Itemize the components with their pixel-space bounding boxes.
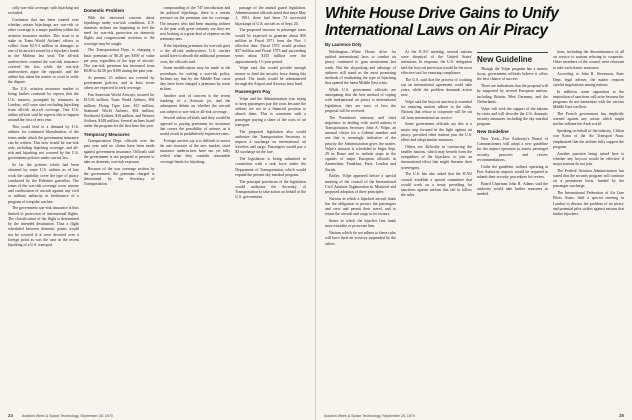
body-paragraph: Another question being raised here is whether any boycott would be effective if major nations do not join. bbox=[553, 151, 624, 167]
left-column-1 bbox=[8, 6, 79, 406]
body-paragraph: While U.S. government officials are anticipating that the best method of coping with international air piracy is international legislation, they are wary of how the proposal will be received. bbox=[325, 88, 396, 113]
section-subhead: Temporary Measures bbox=[83, 131, 130, 137]
body-paragraph: States in which the hijacker first lands must extradite or prosecute him. bbox=[325, 219, 396, 229]
body-paragraph: Nations which do not adhere to these rules will have their air services suspended by the others. bbox=[325, 231, 396, 246]
body-paragraph: The French government has implicitly warned against any action which might further inflame the Arab world. bbox=[553, 112, 624, 127]
body-paragraph: cally war-risk coverage, with hijacking not excluded. bbox=[8, 6, 79, 16]
right-column-3-body bbox=[477, 67, 548, 197]
right-columns bbox=[325, 50, 624, 402]
sidebar-box bbox=[477, 52, 548, 65]
body-paragraph: The government war-risk insurance is thus limited to protection of international flights. The classification of the flight is determined by the intended destination. Thus a flight scheduled between domestic points would not be covered if it were diverted over a foreign point as was the case in the recent hijacking of a U.S. transport. bbox=[8, 206, 79, 247]
body-paragraph: This could lead to a demand by U.S. airlines for continued liberalization of the terms under which the government insurance can be written. This now would be war-risk only, including hijacking coverage, and all-risk and hijacking not covered by the U.S. government policies under current law. bbox=[8, 125, 79, 161]
body-paragraph: Board Chairman John R. Adams said the authority would take further measures as needed. bbox=[477, 181, 548, 197]
body-paragraph: The principal provisions of the legislation would authorize the Secretary of Transportation to take action on behalf of the U.S. government. bbox=[235, 179, 306, 200]
page-number: 24 bbox=[8, 413, 13, 418]
right-column-1 bbox=[325, 50, 396, 402]
body-paragraph: With the increased concern about hijackings under war-risk conditions, U.S. domestic airlines are beginning to feel the need for war-risk protection on domestic flights and congressional revisions to the coverage may be sought. bbox=[83, 15, 155, 46]
section-subhead: New Guideline bbox=[477, 129, 509, 135]
body-paragraph: Others see difficulty in convincing the smaller nations, which may benefit from the sympathies of the hijackers, to join an international effort that might threaten their sovereignty. bbox=[401, 144, 472, 170]
body-paragraph: At present, 23 airlines are covered by government policies, and at least seven others are expected to seek coverage. bbox=[83, 76, 155, 91]
body-paragraph: The proposed increase in passenger taxes would be expected to generate about $56 million in Fiscal 1971 from the Nov. 1 effective date. Fiscal 1972 would produce $57 million and Fiscal 1973 and succeeding years about $155 million over the approximately 1½ year period. bbox=[235, 28, 306, 64]
body-paragraph: New York—Port Authority's Board of Commissioners will adopt a new guideline for the airport operators to assess passenger security practices and review recommendations. bbox=[477, 137, 548, 162]
body-paragraph: The proposed legislation also would authorize the Transportation Secretary to impose a surcharge on international air travelers and cargo. Passengers would pay a $3 surcharge on the fare. bbox=[235, 129, 306, 155]
body-paragraph: There are indications that the proposal will be supported by several European nations, including Britain, West Germany, and the Netherlands. bbox=[477, 84, 548, 104]
body-paragraph: Transportation Dept. officials over the past year said no claims have been made against government insurance. Officials said the government is not prepared at present to take on domestic war-risk exposure. bbox=[83, 139, 155, 165]
body-paragraph: Washington—White House drive for unified international laws to combat air piracy continued to gain momentum last week. But the skyjacking and sabotage of airliners still stand as the most promising methods of eradicating the type of hijacking that opened the latest Middle East crisis. bbox=[325, 50, 396, 86]
body-paragraph: compounding of the 747 introduction and the political hijackings, there is a certain pressure on the premium rate for coverage. The insurers who had been insuring airlines in the past with great certainty say they are now looking at a great deal of expense on the premium rates. bbox=[159, 6, 231, 42]
body-paragraph: Several airline officials said they would be opposed to paying premiums for insurance that covers the possibility of seizure, as it would result in prohibitively expensive rates. bbox=[159, 116, 231, 137]
left-column-4 bbox=[235, 6, 306, 406]
body-paragraph: Another area of concern is the recent bombing of a Swissair jet, and the subsequent debate on whether the aircraft was subject to war-risk or all-risk coverage. bbox=[159, 94, 231, 114]
body-paragraph: Volpe said the boycott sanction is essential for ensuring nations adhere to the rules. Nations that refuse to cooperate will be cut off from international air service. bbox=[401, 100, 472, 120]
body-paragraph: Nations in which a hijacked aircraft lands has the obligation to protect the passengers and crew and permit their travel, and to return the aircraft and cargo to its owners. bbox=[325, 196, 396, 217]
body-paragraph: Some modifications may be made to the procedures for writing a war-risk policy. Airlines say that by the Middle East crisis they have been charged a premium by some airlines. bbox=[159, 66, 231, 92]
article-headline: White House Drive Gains to Unify International Laws on Air Piracy bbox=[325, 5, 559, 39]
body-paragraph: The U.S. aviation insurance market is being further confused by reports that the U.S. insurers, prompted by reinsurers in London, will soon start excluding hijacking from all-risk aircraft coverage. One U.S. airline official said he expects this to happen around the first of next year. bbox=[8, 87, 79, 123]
body-paragraph: Volpe and the Administration was trying to keep passengers pay the costs because the airlines are not in a financial position to absorb them. This is consistent with a passenger paying a share of the costs of air transport. bbox=[235, 96, 306, 127]
body-paragraph: The Federal Aviation Administration has stated that the security program will continue on a permanent basis, funded by the passenger surcharge. bbox=[553, 168, 624, 189]
body-paragraph: Confusion that has been created over whether certain hijackings are war-risk or other coverage is a major problem within the aviation insurance market. This issue is at stake in Trans World Airlines' efforts to collect from $2.5-3 million in damages to one of its aircraft seized by a hijacker's bomb in the Mideast last year. The all-risk underwriters contend the war-risk insurance covered the loss while the war-risk underwriters argue the opposite, and the airline has taken the matter to court to settle the dispute. bbox=[8, 18, 79, 85]
section-subhead: Domestic Problem bbox=[83, 8, 125, 13]
left-columns bbox=[8, 6, 306, 406]
body-paragraph: Earlier, Volpe appeared before a special meeting of the council of the International Civil Aviation Organization in Montreal and proposed adoption of three principles: bbox=[325, 174, 396, 195]
page-number: 25 bbox=[619, 413, 624, 418]
body-paragraph: Foreign carriers say it is difficult to assess the rate structure of the new market, since insurance underwriters have not yet fully settled what they consider reasonable coverage limits for hijacking. bbox=[159, 138, 231, 164]
body-paragraph: The legislation is being submitted in connection with a task force under the Department of Transportation, which would expand the present sky marshal program. bbox=[235, 157, 306, 177]
right-column-2 bbox=[401, 50, 472, 402]
body-paragraph: The U.S. has also asked that the ICAO council establish a special committee that would work on a treaty providing for sanctions against nations that fail to follow the rules. bbox=[401, 172, 472, 198]
body-paragraph: tions, including the discontinuance of all air service to nations refusing to cooperate. Other members of the council were reluctant to take such drastic measures. bbox=[553, 50, 624, 70]
body-paragraph: The International Federation of Air Line Pilots Assns. held a special meeting in London to discuss the problem of air piracy and potential pilot strikes against nations that harbor hijackers. bbox=[553, 191, 624, 217]
sidebar-title: New Guideline bbox=[477, 55, 533, 64]
body-paragraph: Volpe will seek the support of the nations he visits and will describe the U.S. domestic security measures, including the sky marshal program. bbox=[477, 106, 548, 127]
publication-line: Aviation Week & Space Technology, September 28, 1970 bbox=[324, 414, 415, 418]
right-column-3 bbox=[477, 50, 548, 402]
body-paragraph: Pan American World Airways, insured for $15.56 million; Trans World Airlines, $94 million; Flying Tiger Line, $15 million; Seaboard World Airlines, $64 million; Northwest Airlines, $18 million; and Western Airlines, $148 million. Several airlines listed under the program for the first time this year. bbox=[83, 93, 155, 129]
body-paragraph: So far the policies which had been obtained by some U.S. airlines as of late work the capability cover the type of piracy conducted by the Palestine guerrillas. The terms of the war-risk coverage cover seizure and confiscation of aircraft against any civil or military authority in furtherance of a program of irregular warfare. bbox=[8, 163, 79, 204]
body-paragraph: Some government officials say this is a major step forward in the fight against air piracy, provided other nations join the U.S. effort and adopt similar measures. bbox=[401, 122, 472, 143]
body-paragraph: The President's emissary and chief negotiator in dealing with world nations is Transportation Secretary John A. Volpe, an unusual choice for a Cabinet member and one that is seemingly indicative of the priority the Administration gives the matter. Volpe's mission is scheduled to begin Sept. 29 in Rome and to include stops in the capitals of major European officials in Amsterdam, Frankfurt, Paris, London and Zurich. bbox=[325, 115, 396, 172]
body-paragraph: passage of the annual guard legislation. Administration officials noted that since May 1, 1961, there had been 74 successful hijackings of U.S. aircraft as of Sept. 20. bbox=[235, 6, 306, 26]
article-byline: By Laurence Doty bbox=[325, 42, 362, 47]
body-paragraph: Volpe said this would provide enough money to fund the security force during this period. The funds would be administered through the Airport and Airways trust fund. bbox=[235, 66, 306, 87]
body-paragraph: The Transportation Dept. is charging a basic premium of $0.20 per $100 of value per year, regardless of the type of aircraft. The war-risk premium has increased from $0.80 to $2.00 per $100 during the past year. bbox=[83, 48, 155, 74]
body-paragraph: If the hijacking premium for war-risk goes to the all-risk underwriters, U.S. carriers would have to absorb the additional premium costs, the officials said. bbox=[159, 44, 231, 64]
right-column-4 bbox=[553, 50, 624, 402]
body-paragraph: Under the guideline, airlines operating at Port Authority airports would be required to submit their security procedures for review. bbox=[477, 164, 548, 180]
body-paragraph: In addition, some opposition to the imposition of sanctions will arise because the programs do not harmonize with the various Middle East conflicts. bbox=[553, 89, 624, 110]
right-page bbox=[316, 0, 632, 420]
publication-line: Aviation Week & Space Technology, September 28, 1970 bbox=[22, 414, 113, 418]
body-paragraph: Speaking on behalf of the industry, Clifton von Kann of the Air Transport Assn. emphasized that the airlines fully support the program. bbox=[553, 129, 624, 149]
section-subhead: Passengers Pay bbox=[235, 89, 271, 95]
body-paragraph: Because of the war coverage written by the government, the premium charged is determined by the Secretary of Transportation. bbox=[83, 166, 155, 187]
left-column-2 bbox=[84, 6, 155, 406]
left-column-3 bbox=[160, 6, 231, 406]
body-paragraph: The U.S. said that the process of working out an international agreement could take years, while the problem demands action now. bbox=[401, 77, 472, 98]
body-paragraph: At the ICAO meeting, several nations were skeptical of the United States' intentions. In response, the U.S. delegation said the boycott provision would be the most effective tool for ensuring compliance. bbox=[401, 50, 472, 75]
body-paragraph: According to John R. Stevenson, State Dept. legal adviser, the matter requires careful negotiations among nations. bbox=[553, 72, 624, 87]
body-paragraph: Though the Volpe program has a narrow focus, government officials believe it offers the best chance of success. bbox=[477, 67, 548, 82]
